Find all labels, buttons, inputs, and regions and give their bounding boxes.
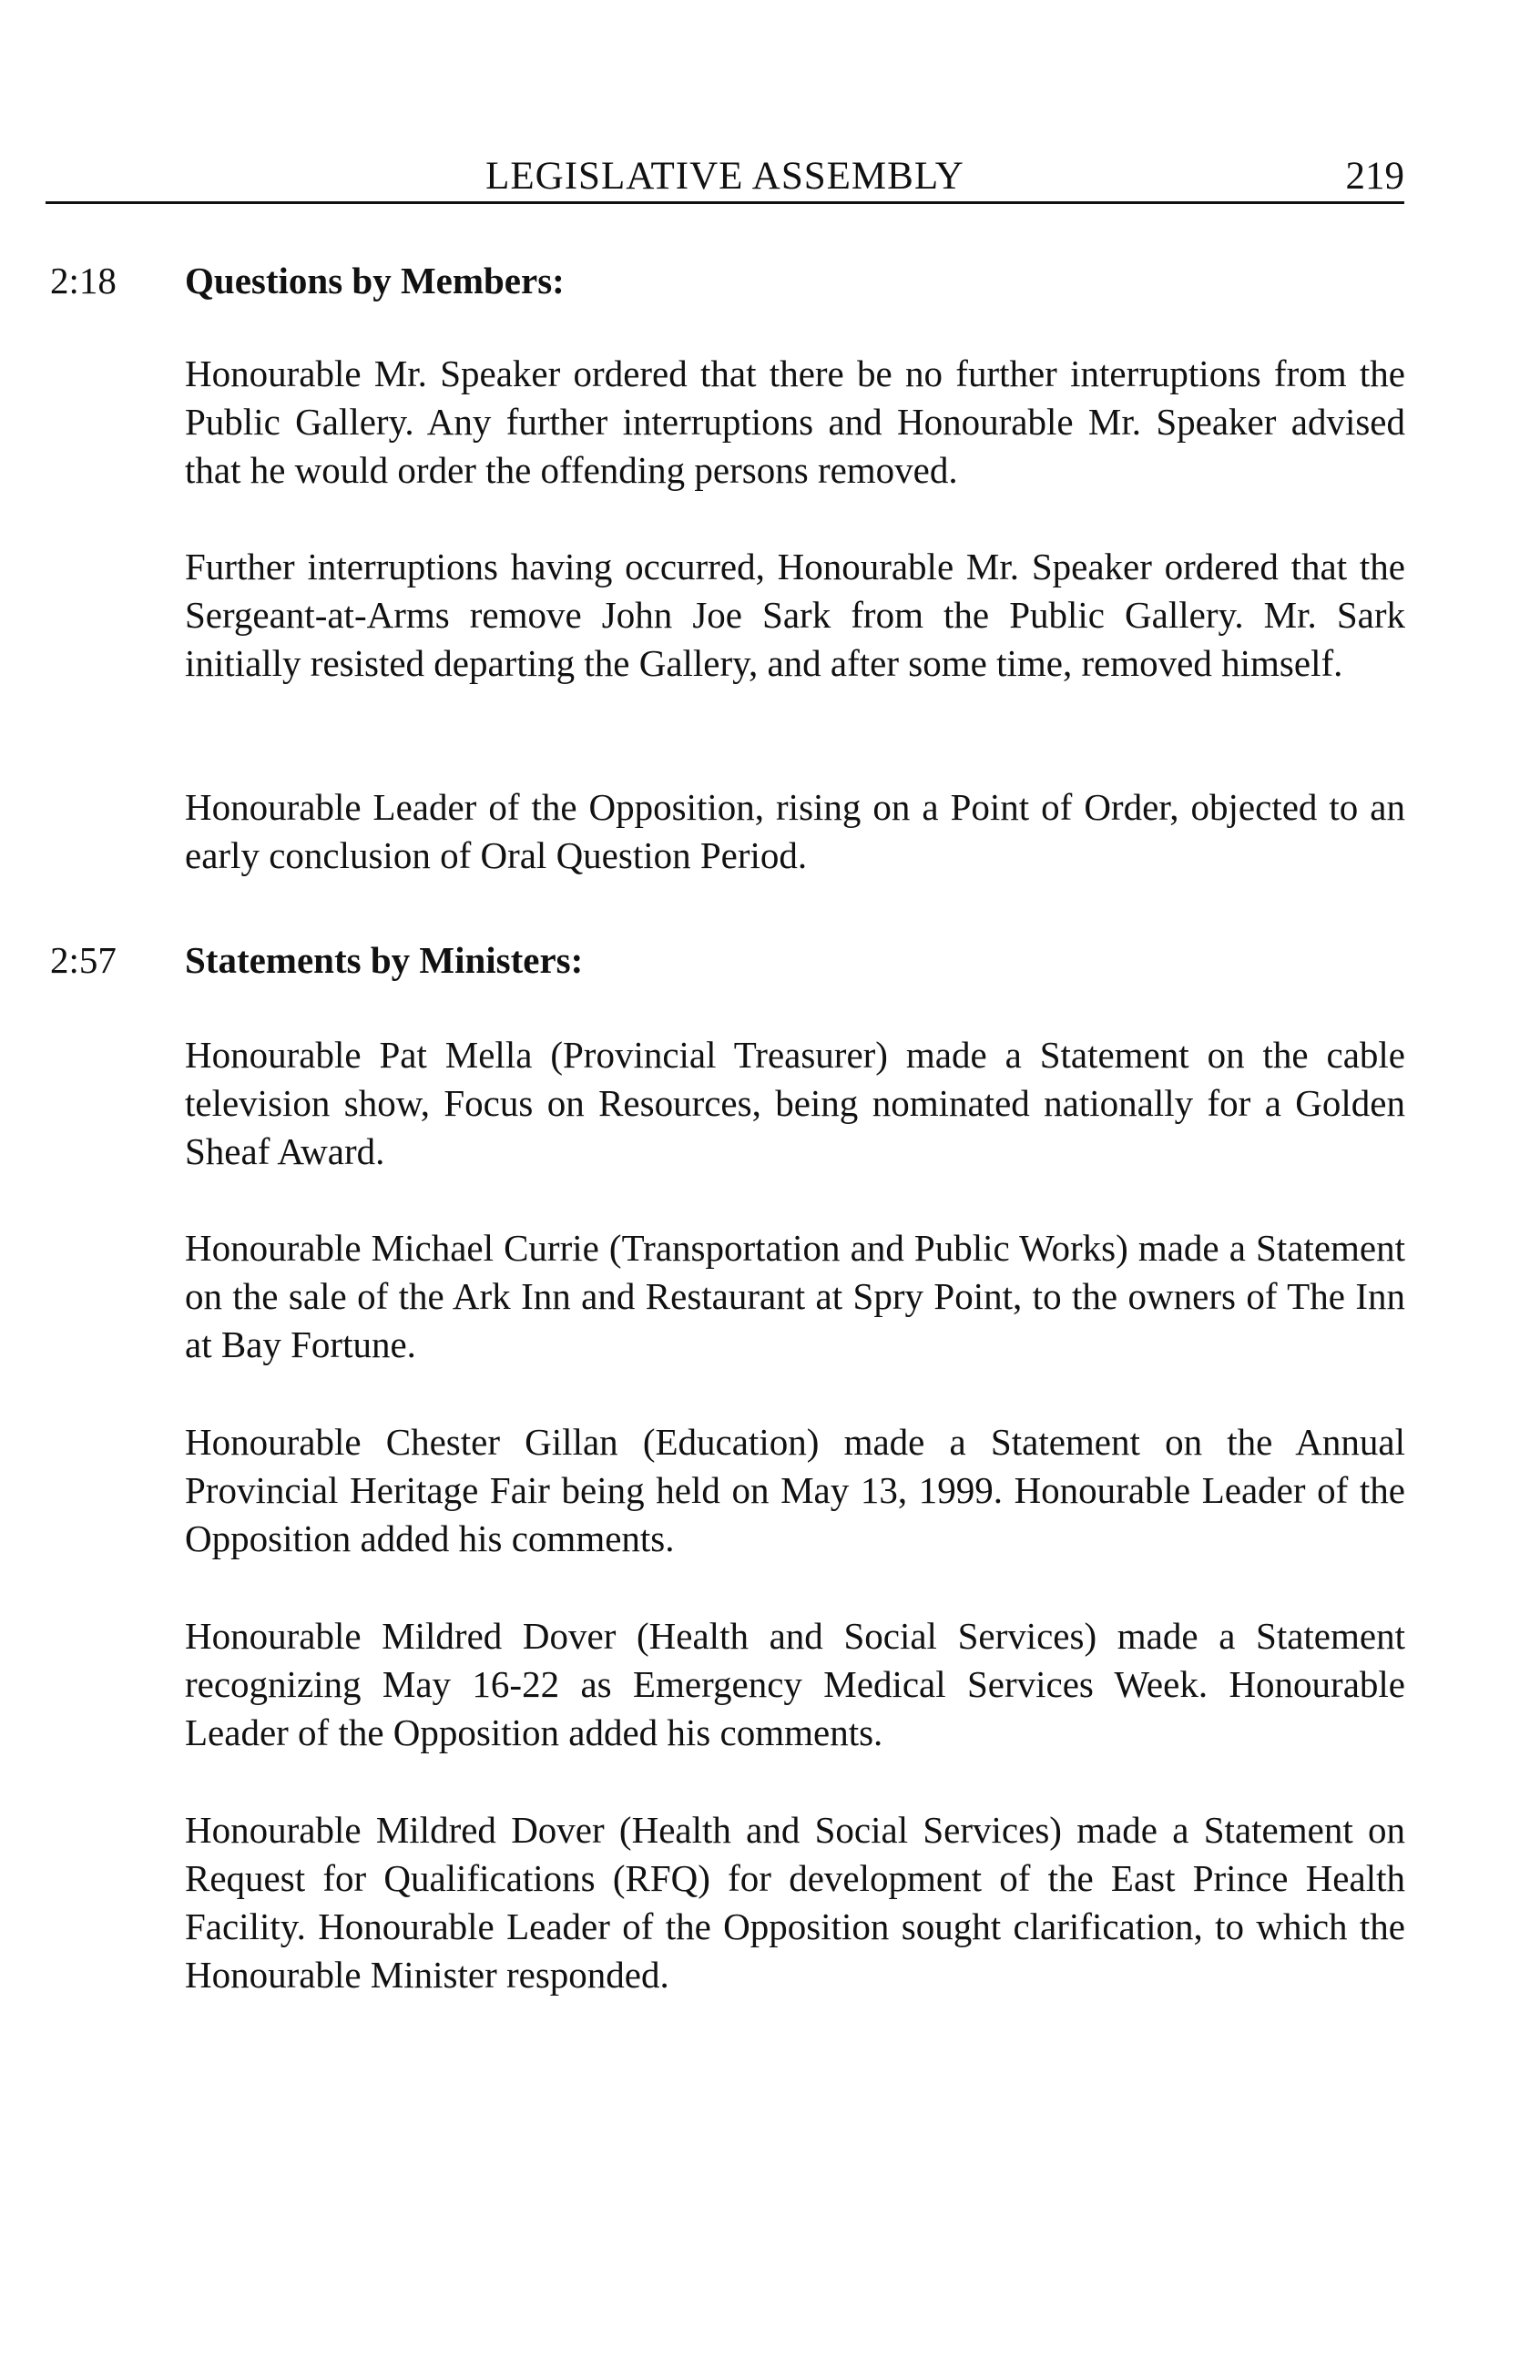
section-heading: Questions by Members:: [185, 260, 565, 301]
page-header: [46, 153, 1404, 200]
paragraph: Honourable Chester Gillan (Education) made a Statement on the Annual Provincial Heritage Fair being held on May 13, 1999. Honourable Leader of the Opposition added his comments.: [185, 1421, 1405, 1559]
paragraph: Honourable Pat Mella (Provincial Treasurer) made a Statement on the cable television show, Focus on Resources, being nominated nationally for a Golden Sheaf Award.: [185, 1034, 1405, 1172]
section-heading: Statements by Ministers:: [185, 939, 584, 981]
paragraph: Honourable Mildred Dover (Health and Social Services) made a Statement recognizing May 16-22 as Emergency Medical Services Week. Honourable Leader of the Opposition added his comments.: [185, 1615, 1405, 1753]
page-number: 219: [1345, 155, 1404, 198]
header-rule: [46, 201, 1404, 204]
paragraph: Honourable Leader of the Opposition, rising on a Point of Order, objected to an early conclusion of Oral Question Period.: [185, 786, 1405, 876]
paragraph: Honourable Michael Currie (Transportation and Public Works) made a Statement on the sale of the Ark Inn and Restaurant at Spry Point, to the owners of The Inn at Bay Fortune.: [185, 1227, 1405, 1365]
paragraph: Honourable Mildred Dover (Health and Social Services) made a Statement on Request for Qualifications (RFQ) for development of the East Prince Health Facility. Honourable Leader of the Opposition sought clarification, to which the Honourable Minister responded.: [185, 1809, 1405, 1996]
section-time: 2:18: [50, 260, 117, 301]
section-time: 2:57: [50, 939, 117, 981]
paragraph: Further interruptions having occurred, Honourable Mr. Speaker ordered that the Sergeant-at-Arms remove John Joe Sark from the Public Gallery. Mr. Sark initially resisted departing the Gallery, and after some time, removed himself.: [185, 546, 1405, 684]
paragraph: Honourable Mr. Speaker ordered that there be no further interruptions from the Public Gallery. Any further interruptions and Honourable Mr. Speaker advised that he would order the offending persons removed.: [185, 352, 1405, 491]
header-title: LEGISLATIVE ASSEMBLY: [485, 155, 964, 198]
